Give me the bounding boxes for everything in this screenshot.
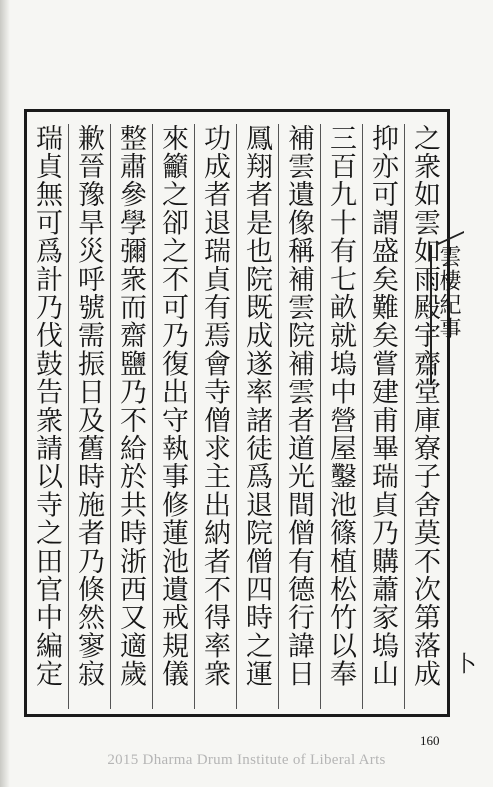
text-column-4: 補雲遺像稱補雲院補雲者道光間僧有德行諱日 [276,124,321,709]
text-column-10: 瑞貞無可爲計乃伐鼓告衆請以寺之田官中編定 [24,124,69,709]
text-block-frame [24,109,450,717]
text-column-5: 鳳翔者是也院既成遂率諸徒爲退院僧四時之運 [234,124,279,709]
margin-folio-mark: 卜 [451,652,476,674]
text-column-7: 來籲之卻之不可乃復出守執事修蓮池遺戒規儀 [150,124,195,709]
page-edge-shadow [0,0,10,787]
text-column-1: 之衆如雲如雨殿宇齋堂庫寮子舍莫不次第落成 [409,124,440,688]
text-column-6: 功成者退瑞貞有焉會寺僧求主出納者不得率衆 [192,124,237,709]
margin-book-title: 雲棲紀事 [430,245,462,385]
text-column-9: 歉晉豫旱災呼號需振日及舊時施者乃倏然寥寂 [66,124,111,709]
footer-watermark: 2015 Dharma Drum Institute of Liberal Arts [107,752,386,768]
page-number: 160 [420,733,440,748]
text-column-8: 整肅參學彌衆而齋鹽乃不給於共時浙西又適歲 [108,124,153,709]
text-column-2: 抑亦可謂盛矣難矣嘗建甫畢瑞貞乃購蕭家塢山 [360,124,405,709]
text-column-3: 三百九十有七畝就塢中營屋鑿池篠植松竹以奉 [318,124,363,709]
